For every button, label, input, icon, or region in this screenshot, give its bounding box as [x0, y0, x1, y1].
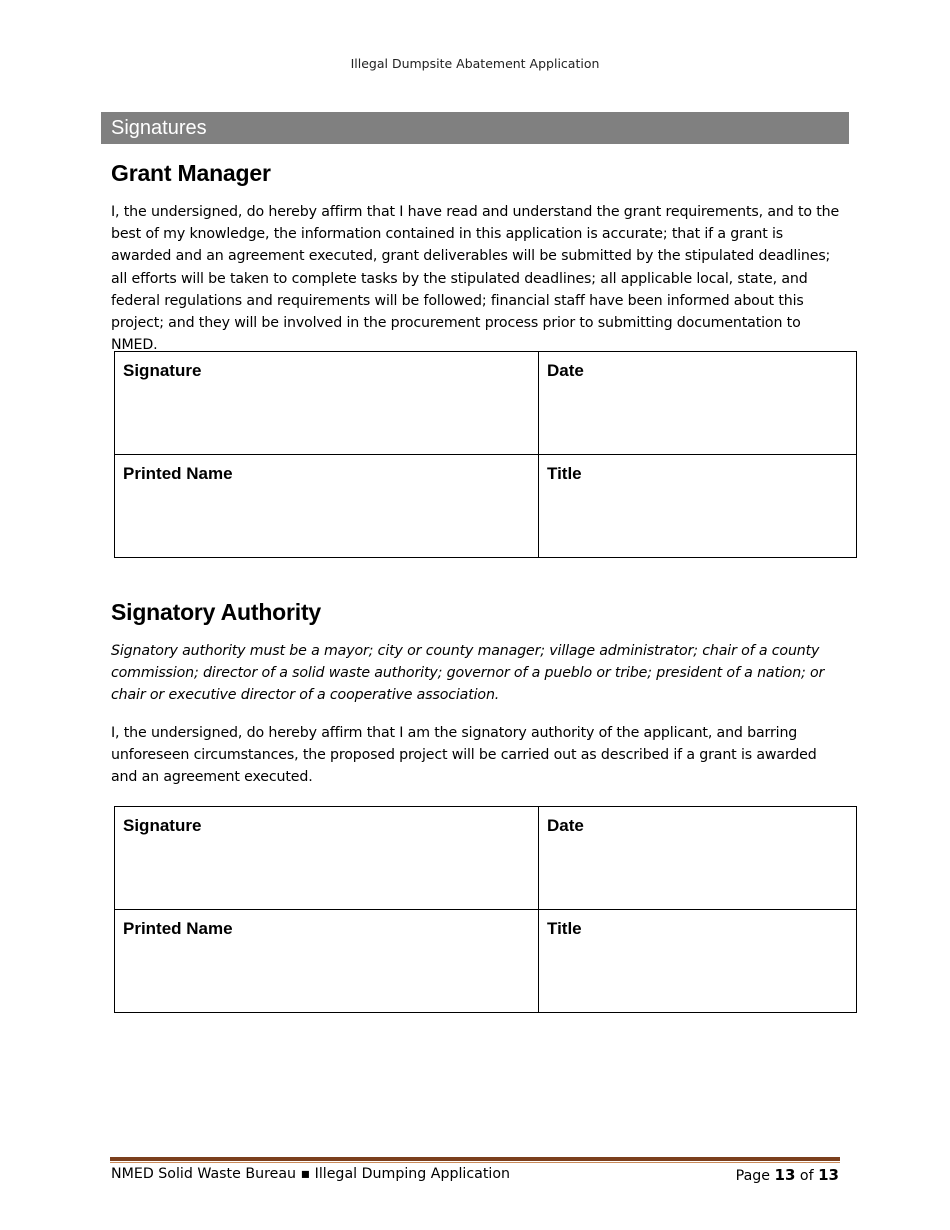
- grant-manager-signature-table: [114, 351, 857, 558]
- page-header: Illegal Dumpsite Abatement Application: [350, 56, 600, 71]
- page-word: Page: [735, 1168, 771, 1184]
- grant-manager-printed-name-field[interactable]: [115, 455, 539, 558]
- date-label: Date: [547, 361, 584, 380]
- footer-rule-accent: [110, 1162, 840, 1163]
- of-word: of: [799, 1168, 814, 1184]
- footer-page-number: [736, 1166, 839, 1184]
- grant-manager-affirmation: I, the undersigned, do hereby affirm that I have read and understand the grant requirements, and to the best of my knowledge, the information contained in this application is accurate; that if a grant is awarded and an agreement executed, grant deliverables will be submitted by the stipulated deadlines; all efforts will be taken to complete tasks by the stipulated deadlines; all applicable local, state, and federal regulations and requirements will be followed; financial staff have been informed about this project; and they will be involved in the procurement process prior to submitting documentation to NMED.: [111, 204, 840, 354]
- signatory-printed-name-field[interactable]: [115, 910, 539, 1013]
- signature-label: Signature: [123, 816, 202, 835]
- signatory-title-field[interactable]: [539, 910, 857, 1013]
- signature-label: Signature: [123, 361, 202, 380]
- grant-manager-date-field[interactable]: [539, 352, 857, 455]
- page-current: 13: [774, 1166, 796, 1184]
- signatory-authority-heading: Signatory Authority: [111, 599, 322, 625]
- signatory-authority-affirmation: I, the undersigned, do hereby affirm that I am the signatory authority of the applicant, and barring unforeseen circumstances, the proposed project will be carried out as described if a grant is awarded and an agreement executed.: [111, 725, 817, 786]
- printed-name-label: Printed Name: [123, 919, 233, 938]
- title-label: Title: [547, 464, 582, 483]
- page-total: 13: [818, 1166, 839, 1184]
- printed-name-label: Printed Name: [123, 464, 233, 483]
- signatory-authority-signature-table: [114, 806, 857, 1013]
- footer-organization: NMED Solid Waste Bureau ▪ Illegal Dumping Application: [111, 1166, 511, 1182]
- grant-manager-heading: Grant Manager: [111, 160, 271, 186]
- signatory-date-field[interactable]: [539, 807, 857, 910]
- signatory-signature-field[interactable]: [115, 807, 539, 910]
- grant-manager-title-field[interactable]: [539, 455, 857, 558]
- section-banner-signatures: Signatures: [101, 112, 849, 144]
- date-label: Date: [547, 816, 584, 835]
- signatory-authority-note: Signatory authority must be a mayor; city or county manager; village administrator; chair of a county commission; director of a solid waste authority; governor of a pueblo or tribe; president of a nation; or chair or executive director of a cooperative association.: [111, 643, 825, 704]
- title-label: Title: [547, 919, 582, 938]
- footer-rule: [110, 1157, 840, 1161]
- grant-manager-signature-field[interactable]: [115, 352, 539, 455]
